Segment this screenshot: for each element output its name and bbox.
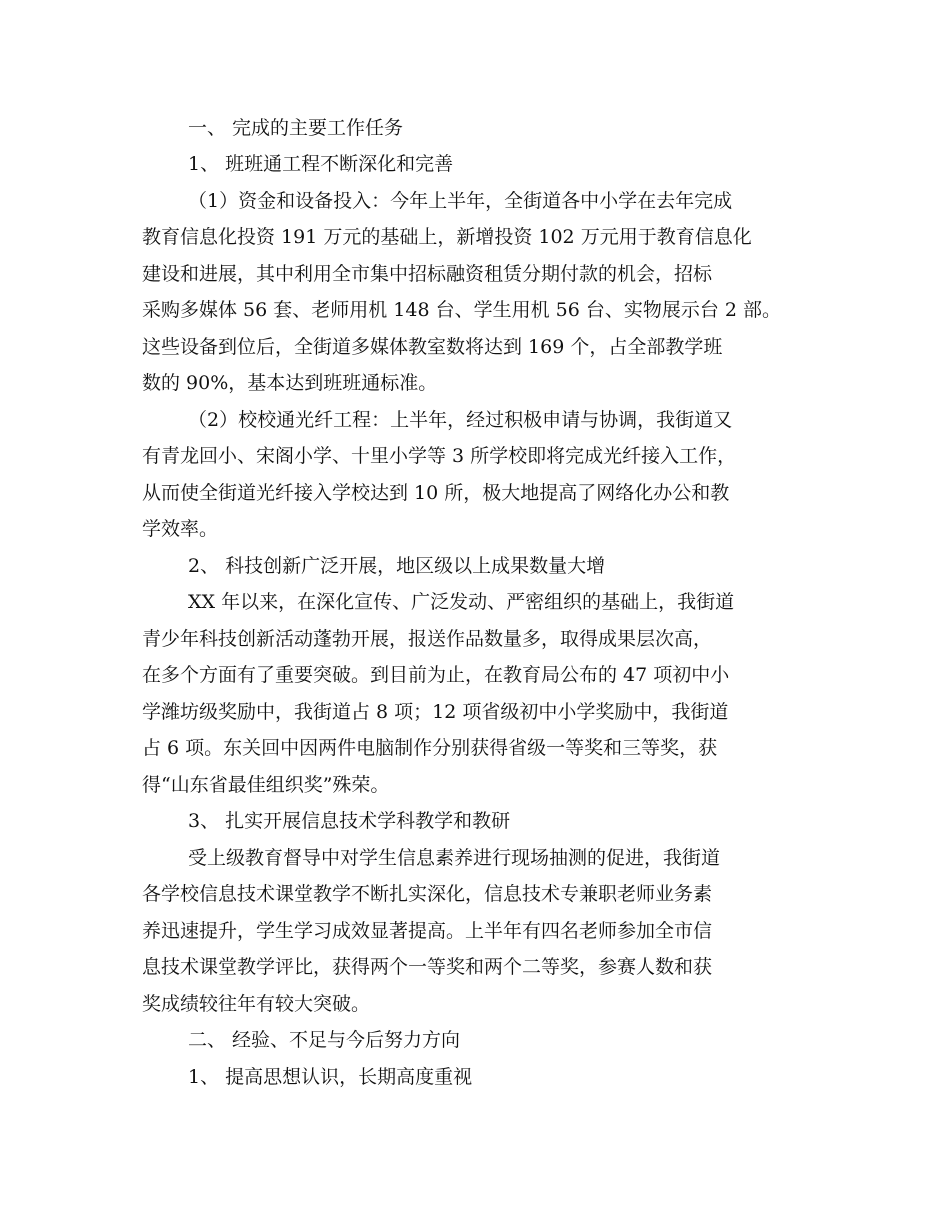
paragraph-line: 养迅速提升，学生学习成效显著提高。上半年有四名老师参加全市信 (142, 920, 713, 942)
paragraph-line: 息技术课堂教学评比，获得两个一等奖和两个二等奖，参赛人数和获 (142, 956, 713, 978)
paragraph-line: 建设和进展，其中利用全市集中招标融资租赁分期付款的机会，招标 (142, 263, 713, 285)
subsection-heading-2: 2、 科技创新广泛开展，地区级以上成果数量大增 (188, 555, 606, 577)
paragraph-line: （1）资金和设备投入：今年上半年，全街道各中小学在去年完成 (188, 190, 733, 212)
section-heading-1: 一、 完成的主要工作任务 (188, 117, 404, 139)
paragraph-line: 受上级教育督导中对学生信息素养进行现场抽测的促进，我街道 (188, 847, 721, 869)
paragraph-line: 有青龙回小、宋阁小学、十里小学等 3 所学校即将完成光纤接入工作， (142, 445, 737, 467)
section-heading-2: 二、 经验、不足与今后努力方向 (188, 1029, 461, 1051)
paragraph-line: 学潍坊级奖励中，我街道占 8 项；12 项省级初中小学奖励中，我街道 (142, 701, 729, 723)
paragraph-line: 学效率。 (142, 518, 219, 540)
subsection-heading-1: 1、 班班通工程不断深化和完善 (188, 153, 454, 175)
paragraph-line: 各学校信息技术课堂教学不断扎实深化，信息技术专兼职老师业务素 (142, 883, 713, 905)
paragraph-line: 采购多媒体 56 套、老师用机 148 台、学生用机 56 台、实物展示台 2 部。 (142, 299, 782, 321)
paragraph-line: （2）校校通光纤工程：上半年，经过积极申请与协调，我街道又 (188, 409, 733, 431)
paragraph-line: 占 6 项。东关回中因两件电脑制作分别获得省级一等奖和三等奖，获 (142, 737, 718, 759)
paragraph-line: 从而使全街道光纤接入学校达到 10 所，极大地提高了网络化办公和教 (142, 482, 730, 504)
paragraph-line: 在多个方面有了重要突破。到目前为止，在教育局公布的 47 项初中小 (142, 664, 730, 686)
paragraph-line: 青少年科技创新活动蓬勃开展，报送作品数量多，取得成果层次高， (142, 628, 713, 650)
paragraph-line: 数的 90%，基本达到班班通标准。 (142, 372, 438, 394)
paragraph-line: 得“山东省最佳组织奖”殊荣。 (142, 774, 390, 796)
subsection-heading-4: 1、 提高思想认识，长期高度重视 (188, 1066, 473, 1088)
paragraph-line: 奖成绩较往年有较大突破。 (142, 993, 371, 1015)
paragraph-line: 教育信息化投资 191 万元的基础上，新增投资 102 万元用于教育信息化 (142, 226, 752, 248)
paragraph-line: XX 年以来，在深化宣传、广泛发动、严密组织的基础上，我街道 (188, 591, 735, 613)
paragraph-line: 这些设备到位后，全街道多媒体教室数将达到 169 个，占全部教学班 (142, 336, 723, 358)
subsection-heading-3: 3、 扎实开展信息技术学科教学和教研 (188, 810, 511, 832)
